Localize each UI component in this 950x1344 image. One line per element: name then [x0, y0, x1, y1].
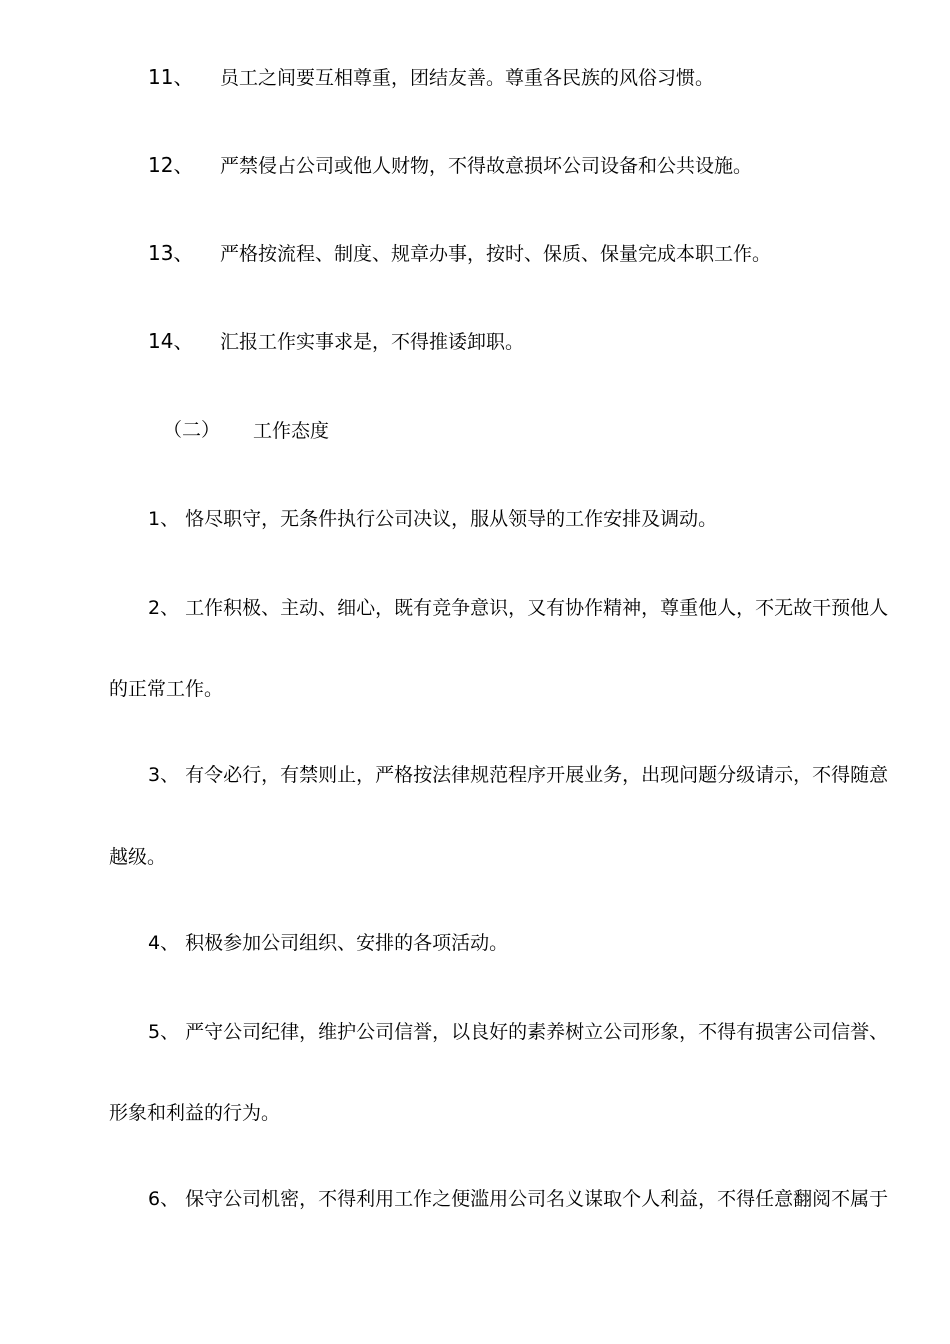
item-number: 11、 — [148, 65, 194, 89]
paragraph-line: 越级。 — [109, 846, 167, 868]
item-text: 严禁侵占公司或他人财物，不得故意损坏公司设备和公共设施。 — [220, 155, 753, 177]
item-text: 严格按流程、制度、规章办事，按时、保质、保量完成本职工作。 — [220, 243, 772, 265]
paragraph-line: 6、 保守公司机密，不得利用工作之便滥用公司名义谋取个人利益，不得任意翻阅不属于 — [148, 1188, 889, 1210]
item-text: 汇报工作实事求是，不得推诿卸职。 — [220, 331, 525, 353]
paragraph-line: 1、 恪尽职守，无条件执行公司决议，服从领导的工作安排及调动。 — [148, 508, 718, 530]
section-number: （二） — [163, 419, 221, 441]
item-text: 员工之间要互相尊重，团结友善。尊重各民族的风俗习惯。 — [220, 67, 715, 89]
item-number: 12、 — [148, 153, 194, 177]
section-title: 工作态度 — [253, 420, 330, 442]
paragraph-line: 2、 工作积极、主动、细心，既有竞争意识，又有协作精神，尊重他人，不无故干预他人 — [148, 597, 889, 619]
paragraph-line: 形象和利益的行为。 — [109, 1102, 281, 1124]
paragraph-line: 4、 积极参加公司组织、安排的各项活动。 — [148, 932, 509, 954]
item-number: 13、 — [148, 241, 194, 265]
item-number: 14、 — [148, 329, 194, 353]
paragraph-line: 的正常工作。 — [109, 678, 224, 700]
paragraph-line: 3、 有令必行，有禁则止，严格按法律规范程序开展业务，出现问题分级请示，不得随意 — [148, 764, 889, 786]
paragraph-line: 5、 严守公司纪律，维护公司信誉，以良好的素养树立公司形象，不得有损害公司信誉、 — [148, 1021, 889, 1043]
